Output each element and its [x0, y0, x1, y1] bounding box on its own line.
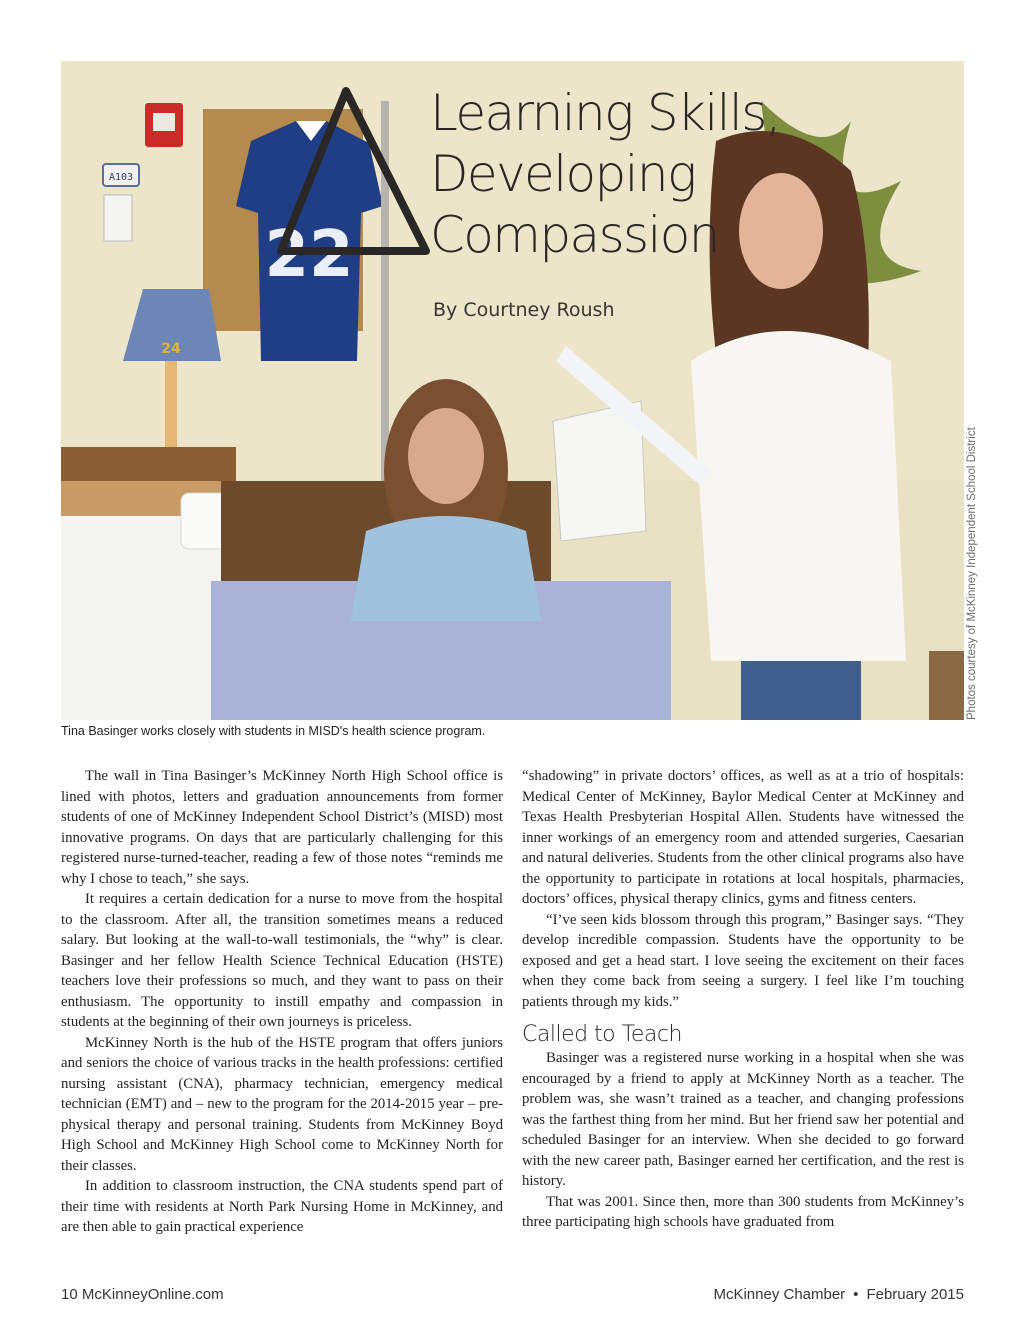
article-column-right	[522, 766, 964, 1233]
headline-line-1: Learning Skills,	[430, 84, 780, 142]
footer-separator: •	[853, 1286, 859, 1303]
photo-caption: Tina Basinger works closely with students in MISD's health science program.	[61, 724, 486, 738]
page-number: 10	[61, 1286, 78, 1303]
paragraph: That was 2001. Since then, more than 300 students from McKinney’s three participating high schools have graduated from	[522, 1193, 964, 1230]
paragraph: In addition to classroom instruction, the CNA students spend part of their time with residents at North Park Nursing Home in McKinney, and are then able to gain practical experience	[61, 1178, 503, 1235]
byline: By Courtney Roush	[433, 299, 615, 321]
website: McKinneyOnline.com	[81, 1286, 224, 1303]
publication-name: McKinney Chamber	[713, 1286, 846, 1303]
svg-text:24: 24	[161, 341, 181, 357]
article-column-left	[61, 766, 503, 1238]
svg-text:22: 22	[264, 218, 354, 292]
wall-outlet	[104, 195, 132, 241]
paragraph: “shadowing” in private doctors’ offices, as well as at a trio of hospitals: Medical Center of McKinney, Baylor Medical Center at McKinney and Texas Health Presbyterian Hospital Allen. Students have witnessed the inner workings of an emergency room and attended surgeries, Caesarian and natural deliveries. Students from the other clinical programs also have the opportunity to participate in rotations at local hospitals, pharmacies, doctors’ offices, physical therapy clinics, gyms and fitness centers.	[522, 768, 964, 907]
photo-credit: Photos courtesy of McKinney Independent School District	[966, 427, 978, 720]
paragraph: McKinney North is the hub of the HSTE program that offers juniors and seniors the choice of various tracks in the health professions: certified nursing assistant (CNA), pharmacy technician, emergency medical technician (EMT) and – new to the program for the 2014-2015 year – pre-physical therapy and personal training. Students from McKinney Boyd High School and McKinney High School come to McKinney North for their classes.	[61, 1034, 503, 1174]
footer-left	[61, 1286, 224, 1303]
paragraph: It requires a certain dedication for a nurse to move from the hospital to the classroom. After all, the transition sometimes means a reduced salary. But looking at the wall-to-wall testimonials, the “why” is clear. Basinger and her fellow Health Science Technical Education (HSTE) teachers love their professions so much, and they want to pass on their enthusiasm. The opportunity to instill empathy and compassion in students at the beginning of their own journeys is priceless.	[61, 891, 503, 1030]
article-photo	[61, 61, 964, 720]
svg-text:A103: A103	[108, 172, 134, 183]
basket	[929, 651, 964, 720]
paragraph: “I’ve seen kids blossom through this program,” Basinger says. “They develop incredible compassion. Students have the opportunity to be exposed and get a head start. I love seeing the excitement on their faces when they come back from seeing a surgery. I feel like I’m touching patients through my kids.”	[522, 911, 964, 1010]
paragraph: Basinger was a registered nurse working in a hospital when she was encouraged by a friend to apply at McKinney North as a teacher. The problem was, she wasn’t trained as a teacher, and changing professions was the farthest thing from her mind. But her friend saw her potential and scheduled Basinger for an interview. When she decided to go forward with the new career path, Basinger earned her certification, and the rest is history.	[522, 1050, 964, 1189]
footer-right	[713, 1286, 964, 1303]
headline	[430, 83, 950, 266]
section-subhead: Called to Teach	[522, 1022, 682, 1047]
paragraph: The wall in Tina Basinger’s McKinney North High School office is lined with photos, letters and graduation announcements from former students of one of McKinney Independent School District’s (MISD) most innovative programs. On days that are particularly challenging for this registered nurse-turned-teacher, reading a few of those notes “reminds me why I chose to teach,” she says.	[61, 768, 503, 887]
headline-line-3: Compassion	[430, 206, 719, 264]
headline-line-2: Developing	[430, 145, 696, 203]
issue-date: February 2015	[866, 1286, 964, 1303]
